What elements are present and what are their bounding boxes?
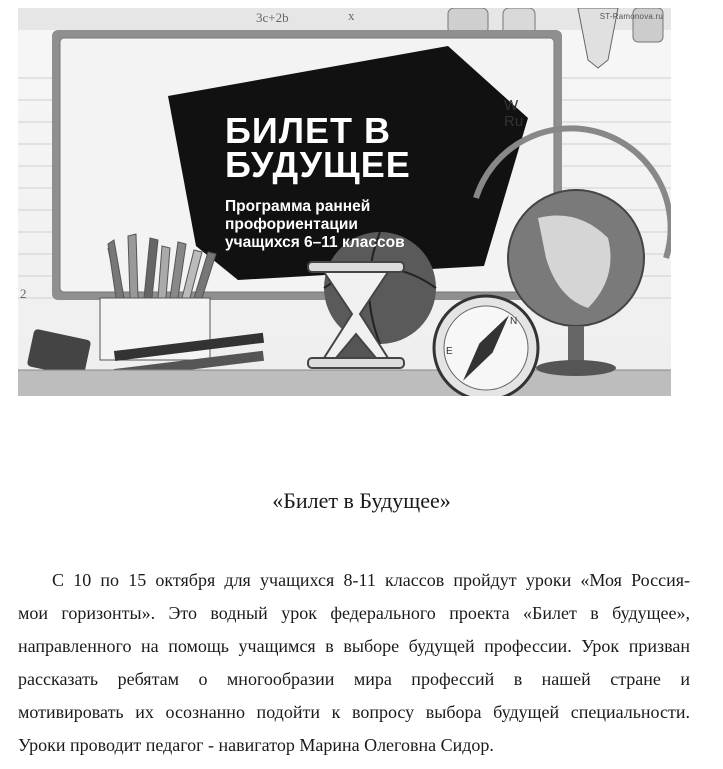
svg-text:N: N <box>510 316 518 327</box>
body-line: направленного на помощь учащимся в выборе будущей профессии. Урок призван <box>18 636 690 656</box>
svg-text:x: x <box>348 8 355 23</box>
svg-text:E: E <box>446 346 453 357</box>
watermark: ST-Ramonova.ru <box>599 12 663 21</box>
article-body <box>18 564 690 762</box>
banner-subtitle: Программа ранней профориентации учащихся 6–11 классов <box>225 198 405 251</box>
compass <box>434 296 538 396</box>
margin-mark: 2 <box>20 286 27 301</box>
banner-title: БИЛЕТ В БУДУЩЕЕ <box>225 110 411 185</box>
article-heading: «Билет в Будущее» <box>272 488 451 513</box>
body-line: Уроки проводит педагог - навигатор Марина Олеговна Сидор. <box>18 735 494 755</box>
body-line: С 10 по 15 октября для учащихся 8-11 классов пройдут уроки «Моя Россия- <box>52 570 690 590</box>
body-line: мотивировать их осознанно подойти к вопросу выбора будущей специальности. <box>18 702 690 722</box>
banner-image <box>18 8 671 396</box>
banner-side-text: W Ru <box>504 97 524 130</box>
body-line: рассказать ребятам о многообразии мира профессий в нашей стране и <box>18 669 690 689</box>
banner-text-block <box>225 110 411 252</box>
board-formula: 3c+2b <box>256 10 289 25</box>
body-line: мои горизонты». Это водный урок федерального проекта «Билет в будущее», <box>18 603 690 623</box>
